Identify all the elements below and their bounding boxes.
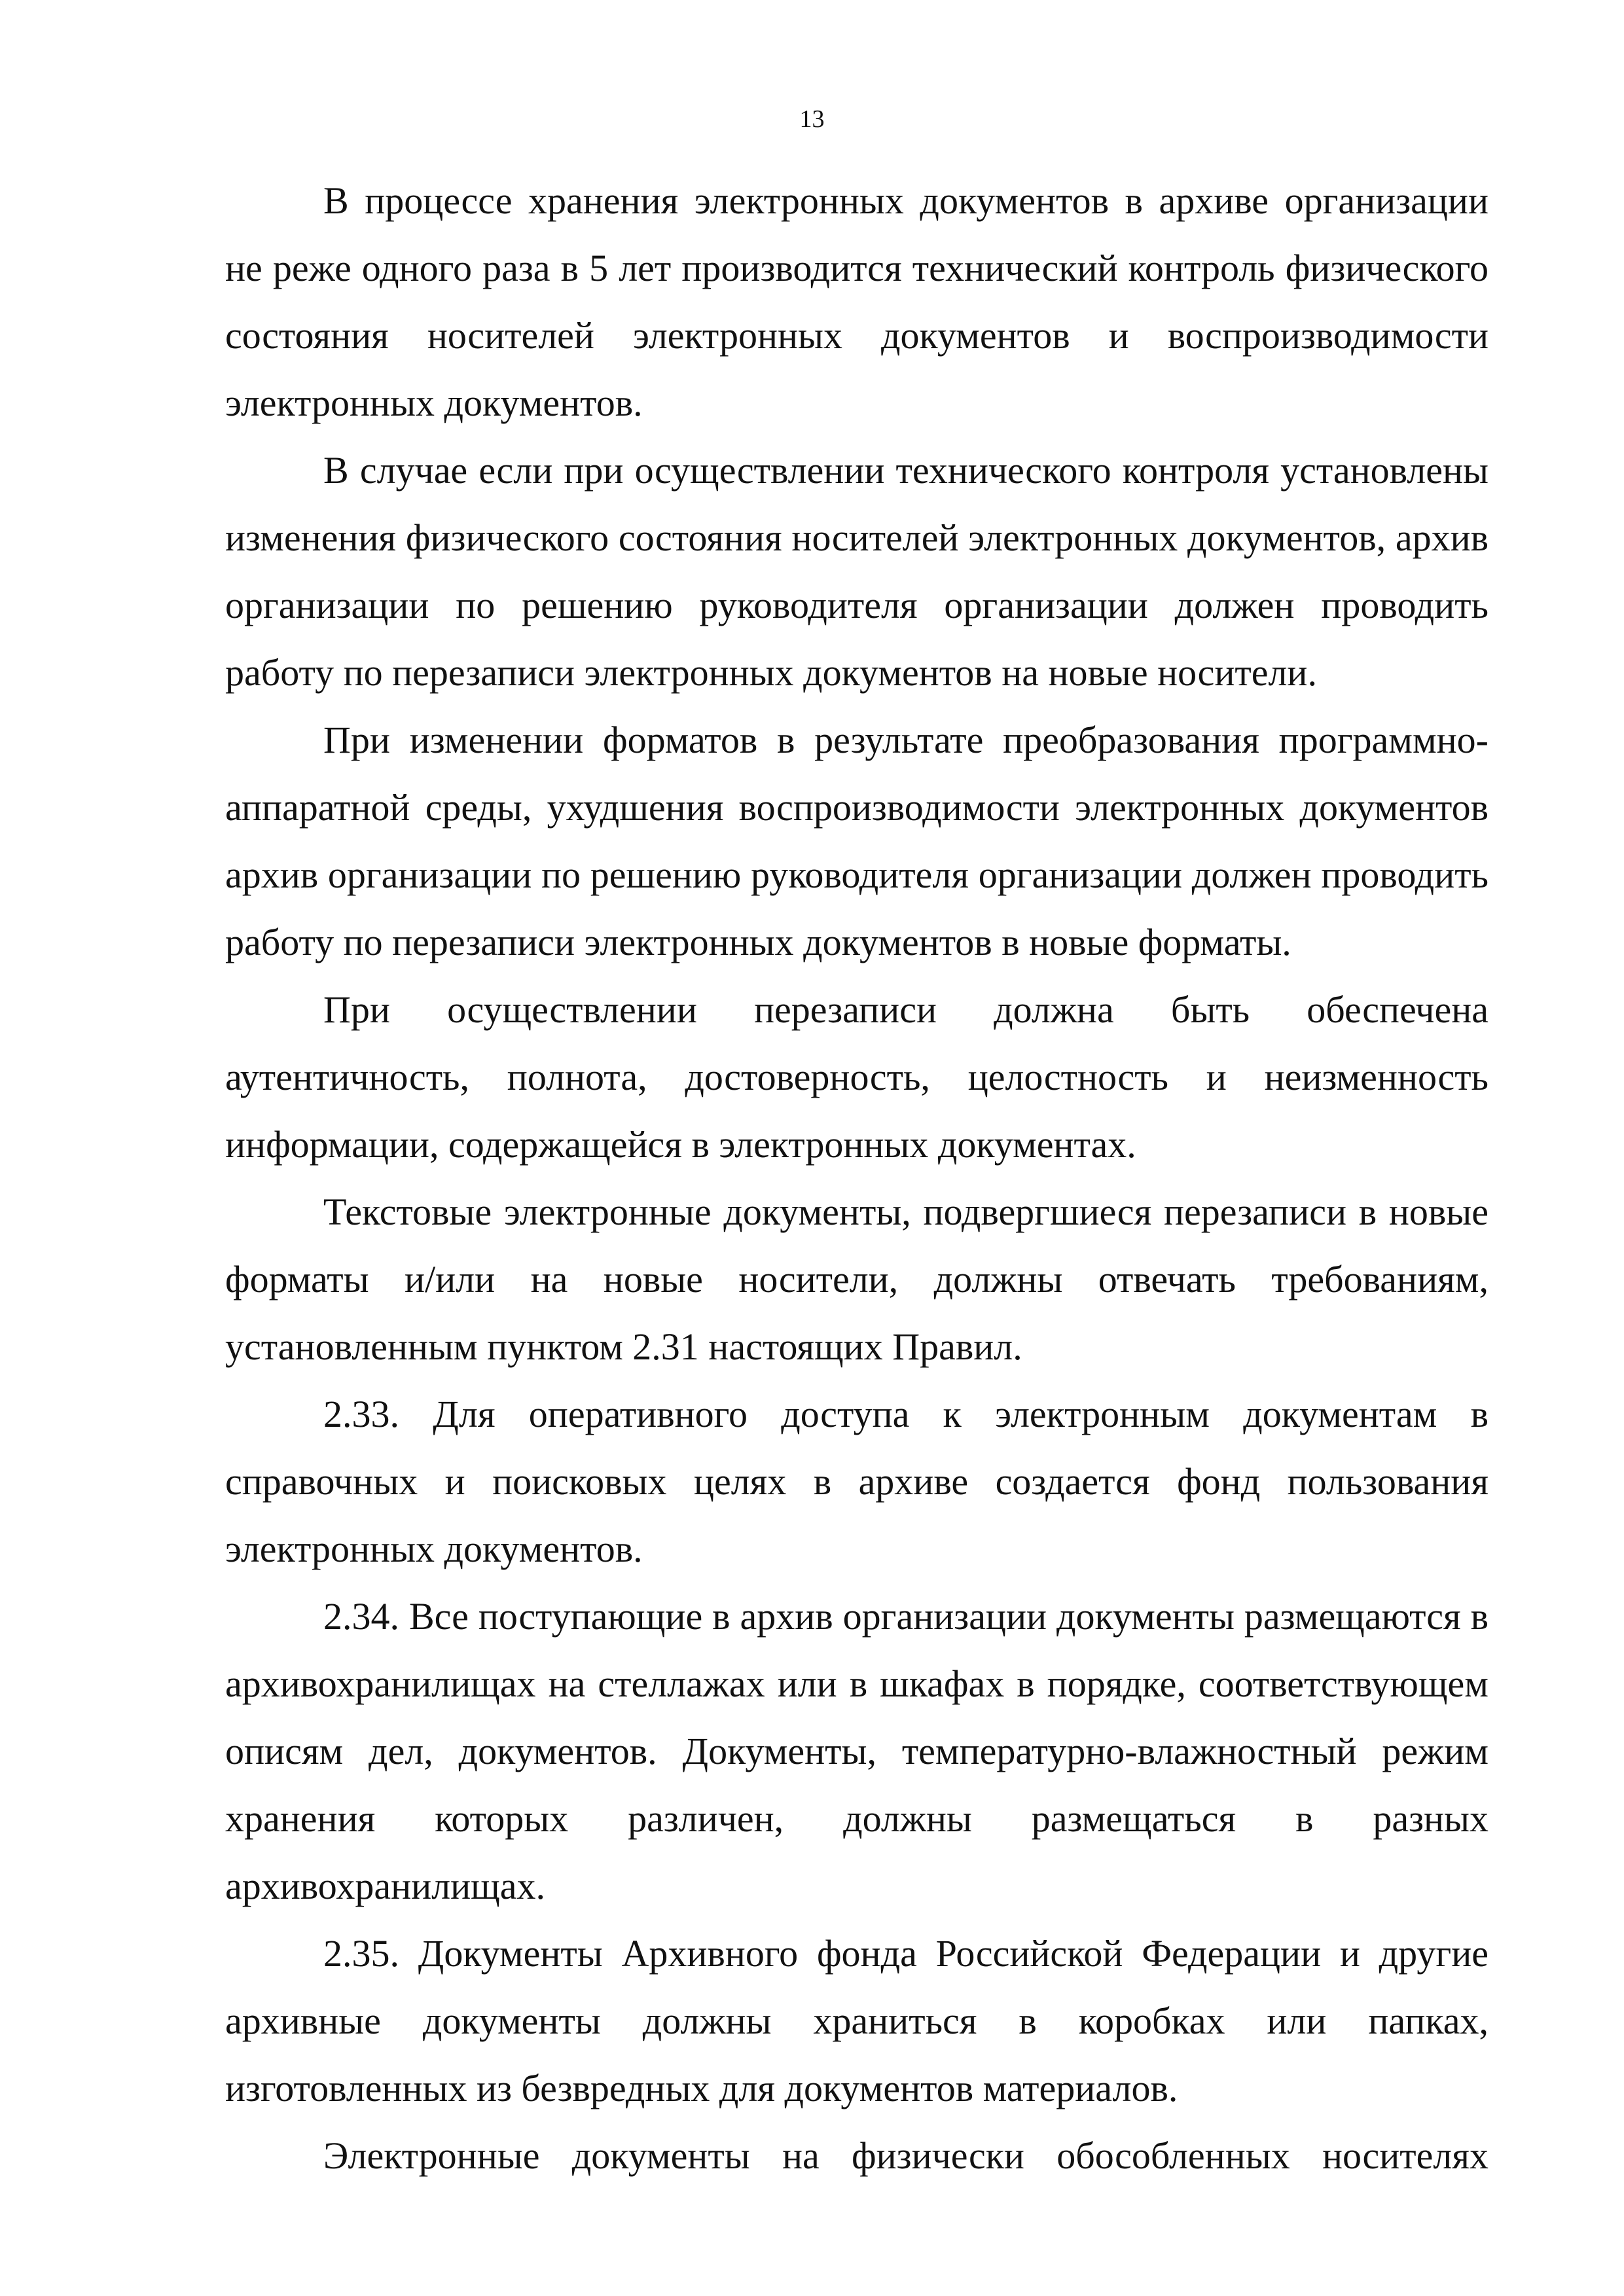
paragraph-2-33: 2.33. Для оперативного доступа к электронным документам в справочных и поисковых целях в архиве создается фонд пользования электронных документов. bbox=[225, 1393, 1489, 1570]
paragraph-2-35: 2.35. Документы Архивного фонда Российской Федерации и другие архивные документы должны храниться в коробках или папках, изготовленных из безвредных для документов материалов. bbox=[225, 1932, 1489, 2109]
paragraph-carrier-rewrite: В случае если при осуществлении технического контроля установлены изменения физического состояния носителей электронных документов, архив организации по решению руководителя организации должен проводить работу по перезаписи электронных документов на новые носители. bbox=[225, 449, 1489, 694]
paragraph-authenticity: При осуществлении перезаписи должна быть обеспечена аутентичность, полнота, достоверность, целостность и неизменность информации, содержащейся в электронных документах. bbox=[225, 988, 1489, 1166]
paragraph-2-34: 2.34. Все поступающие в архив организации документы размещаются в архивохранилищах на стеллажах или в шкафах в порядке, соответствующем описям дел, документов. Документы, температурно-влажностный режим хранения которых различен, должны размещаться в разных архивохранилищах. bbox=[225, 1595, 1489, 1907]
page-number: 13 bbox=[799, 105, 825, 133]
paragraph-text-documents: Текстовые электронные документы, подвергшиеся перезаписи в новые форматы и/или на новые носители, должны отвечать требованиям, установленным пунктом 2.31 настоящих Правил. bbox=[225, 1191, 1489, 1368]
paragraph-format-rewrite: При изменении форматов в результате преобразования программно-аппаратной среды, ухудшения воспроизводимости электронных документов архив организации по решению руководителя организации должен проводить работу по перезаписи электронных документов в новые форматы. bbox=[225, 719, 1489, 963]
paragraph-electronic-carriers: Электронные документы на физически обособленных носителях bbox=[323, 2134, 1489, 2177]
paragraph-storage-control: В процессе хранения электронных документов в архиве организации не реже одного раза в 5 лет производится технический контроль физического состояния носителей электронных документов и воспроизводимости электронных документов. bbox=[225, 179, 1489, 424]
document-body bbox=[225, 167, 1489, 2189]
